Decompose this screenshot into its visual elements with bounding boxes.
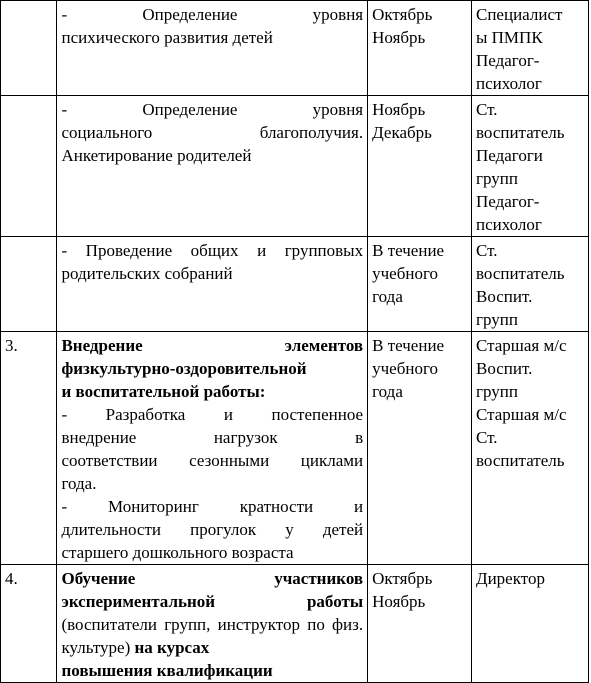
responsible-line: Старшая м/с [475, 336, 567, 355]
activity-cell [57, 237, 368, 332]
activity-line: родительских собраний [61, 264, 233, 283]
activity-line: социального благополучия. [61, 123, 364, 142]
activity-heading-line: повышения квалификации [61, 661, 273, 680]
activity-line: - Определение уровня [61, 100, 364, 119]
activity-line: длительности прогулок у детей [61, 520, 364, 539]
term-line: Ноябрь [372, 28, 426, 47]
responsible-line: воспитатель [475, 264, 565, 283]
activity-heading-line: Внедрение элементов [61, 336, 364, 355]
row-number: 4. [5, 569, 18, 588]
activity-plain-text: (воспитатели групп, инструктор по физ. культуре) [61, 615, 364, 657]
responsible-line: Педагоги [475, 146, 543, 165]
term-line: Октябрь [372, 5, 433, 24]
table-row [1, 96, 589, 237]
term-cell [368, 565, 472, 683]
activity-line: Анкетирование родителей [61, 146, 252, 165]
table-row [1, 237, 589, 332]
responsible-line: Педагог- [475, 51, 540, 70]
term-line: учебного [372, 359, 439, 378]
activity-heading-line: физкультурно-оздоровительной [61, 359, 307, 378]
term-line: Октябрь [372, 569, 433, 588]
term-line: Ноябрь [372, 100, 426, 119]
activity-line: - Определение уровня [61, 5, 364, 24]
table-row [1, 332, 589, 565]
responsible-cell [471, 1, 588, 96]
row-number-cell [1, 1, 57, 96]
responsible-line: Специалист [475, 5, 563, 24]
table-row [1, 1, 589, 96]
activity-heading-line: экспериментальной работы [61, 592, 364, 611]
activity-line: - Проведение общих и групповых [61, 241, 364, 260]
term-line: В течение [372, 241, 445, 260]
responsible-line: групп [475, 382, 518, 401]
row-number-cell [1, 237, 57, 332]
responsible-line: Ст. [475, 241, 498, 260]
term-line: Декабрь [372, 123, 432, 142]
responsible-line: ы ПМПК [475, 28, 543, 47]
activity-cell [57, 96, 368, 237]
activity-line: старшего дошкольного возраста [61, 543, 294, 562]
activity-mixed-paragraph [61, 613, 363, 659]
term-line: Ноябрь [372, 592, 426, 611]
responsible-line: психолог [475, 74, 542, 93]
row-number: 3. [5, 336, 18, 355]
activity-cell [57, 565, 368, 683]
table-row [1, 565, 589, 683]
row-number-cell [1, 96, 57, 237]
responsible-line: Педагог- [475, 192, 540, 211]
activity-line: соответствии сезонными циклами [61, 451, 364, 470]
activity-line: года. [61, 474, 97, 493]
row-number-cell [1, 565, 57, 683]
responsible-cell [471, 565, 588, 683]
activity-cell [57, 1, 368, 96]
term-line: года [372, 382, 403, 401]
responsible-cell [471, 237, 588, 332]
responsible-line: групп [475, 169, 518, 188]
term-cell [368, 1, 472, 96]
responsible-line: Ст. [475, 100, 498, 119]
term-line: года [372, 287, 403, 306]
responsible-line: групп [475, 310, 518, 329]
term-line: учебного [372, 264, 439, 283]
activity-heading-line: и воспитательной работы: [61, 382, 266, 401]
responsible-line: Воспит. [475, 287, 533, 306]
term-cell [368, 332, 472, 565]
responsible-line: Ст. [475, 428, 498, 447]
activity-line: психического развития детей [61, 28, 273, 47]
term-line: В течение [372, 336, 445, 355]
responsible-cell [471, 96, 588, 237]
responsible-line: Старшая м/с [475, 405, 567, 424]
activity-line: внедрение нагрузок в [61, 428, 364, 447]
activity-bold-tail: на курсах [134, 638, 210, 657]
term-cell [368, 237, 472, 332]
responsible-line: психолог [475, 215, 542, 234]
activity-cell [57, 332, 368, 565]
responsible-line: Директор [475, 569, 545, 588]
responsible-line: Воспит. [475, 359, 533, 378]
responsible-line: воспитатель [475, 123, 565, 142]
activity-line: - Мониторинг кратности и [61, 497, 364, 516]
activity-line: - Разработка и постепенное [61, 405, 364, 424]
activity-heading-line: Обучение участников [61, 569, 364, 588]
term-cell [368, 96, 472, 237]
responsible-cell [471, 332, 588, 565]
responsible-line: воспитатель [475, 451, 565, 470]
row-number-cell [1, 332, 57, 565]
